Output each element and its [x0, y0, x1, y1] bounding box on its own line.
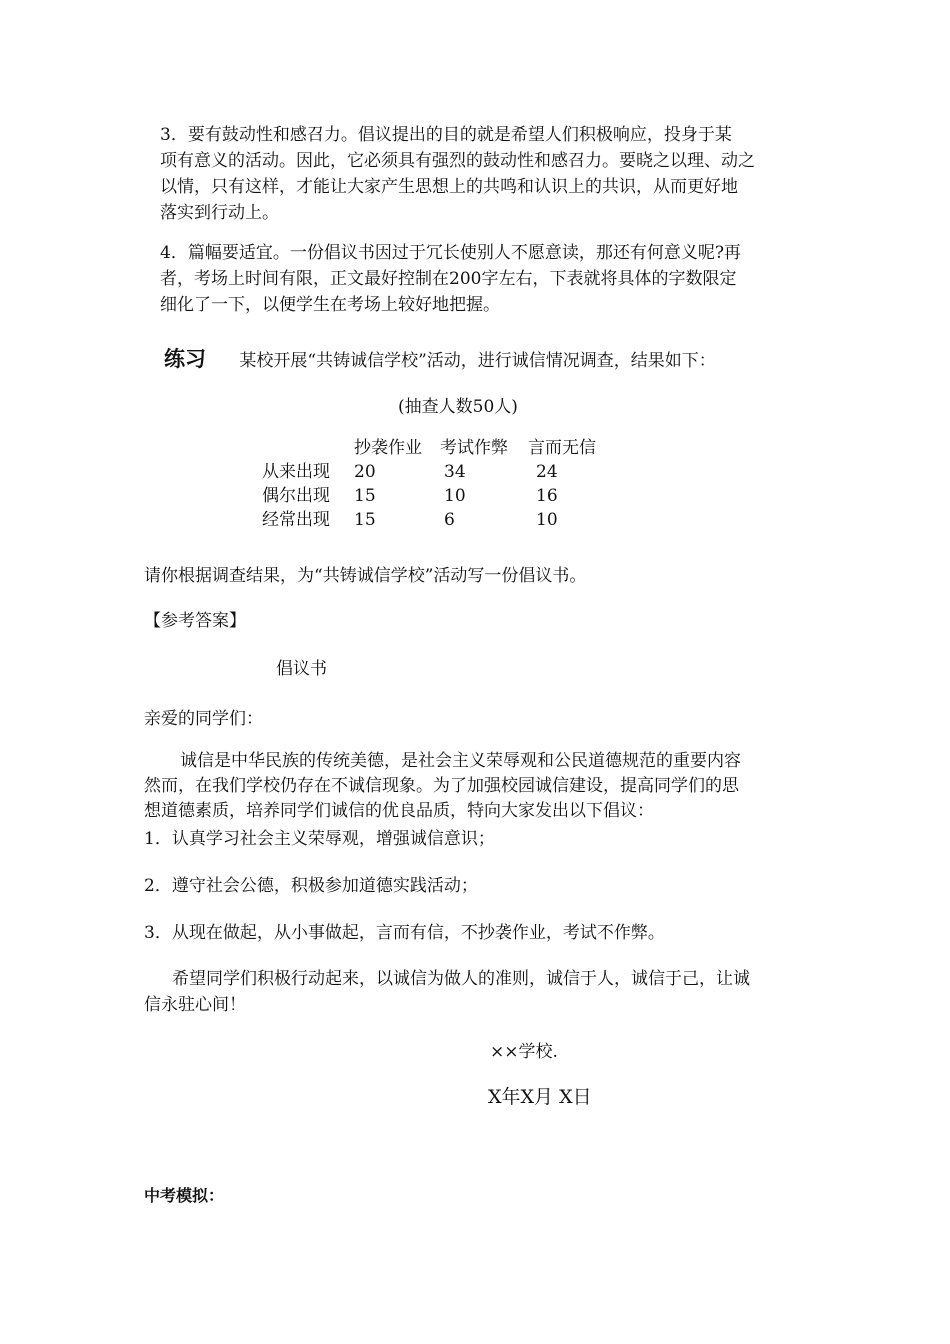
sample-size-note: (抽查人数50人) — [398, 397, 518, 417]
practice-intro: 某校开展“共铸诚信学校”活动，进行诚信情况调查，结果如下： — [239, 351, 716, 371]
table-cell: 24 — [536, 462, 558, 482]
table-cell: 16 — [536, 486, 558, 506]
letter-signer: ××学校. — [490, 1042, 558, 1062]
proposal-item: 1．认真学习社会主义荣辱观，增强诚信意识； — [144, 829, 495, 849]
practice-heading — [164, 343, 716, 373]
proposal-item: 3．从现在做起，从小事做起，言而有信，不抄袭作业，考试不作弊。 — [144, 923, 665, 943]
paragraph-line: 诚信是中华民族的传统美德，是社会主义荣辱观和公民道德规范的重要内容 — [180, 751, 741, 771]
paragraph-line: 希望同学们积极行动起来，以诚信为做人的准则，诚信于人，诚信于己，让诚 — [172, 969, 750, 989]
table-cell: 10 — [444, 486, 466, 506]
paragraph-line: 4．篇幅要适宜。一份倡议书因过于冗长使别人不愿意读，那还有何意义呢?再 — [160, 243, 741, 263]
paragraph-line: 者，考场上时间有限，正文最好控制在200字左右，下表就将具体的字数限定 — [160, 269, 737, 289]
row-label: 偶尔出现 — [262, 486, 330, 506]
row-label: 经常出现 — [262, 510, 330, 530]
table-cell: 15 — [354, 510, 376, 530]
table-header-cell — [262, 436, 354, 460]
table-header-cell: 言而无信 — [528, 438, 596, 458]
table-header-row — [262, 436, 608, 460]
table-cell: 34 — [444, 462, 466, 482]
survey-table — [262, 436, 608, 532]
paragraph-line: 以情，只有这样，才能让大家产生思想上的共鸣和认识上的共识，从而更好地 — [160, 177, 738, 197]
paragraph-line: 然而，在我们学校仍存在不诚信现象。为了加强校园诚信建设，提高同学们的思 — [144, 776, 739, 796]
table-cell: 6 — [444, 510, 455, 530]
table-row — [262, 460, 608, 484]
paragraph-line: 项有意义的活动。因此，它必须具有强烈的鼓动性和感召力。要晓之以理、动之 — [160, 151, 755, 171]
table-cell: 15 — [354, 486, 376, 506]
answer-heading: 【参考答案】 — [144, 611, 246, 631]
table-header-cell: 考试作弊 — [440, 438, 508, 458]
paragraph-line: 细化了一下，以便学生在考场上较好地把握。 — [160, 295, 500, 315]
paragraph-line: 想道德素质，培养同学们诚信的优良品质，特向大家发出以下倡议： — [144, 801, 654, 821]
table-cell: 10 — [536, 510, 558, 530]
row-label: 从来出现 — [262, 462, 330, 482]
table-header-cell: 抄袭作业 — [354, 438, 422, 458]
letter-title: 倡议书 — [276, 659, 327, 679]
table-cell: 20 — [354, 462, 376, 482]
practice-task: 请你根据调查结果，为“共铸诚信学校”活动写一份倡议书。 — [144, 566, 587, 586]
paragraph-line: 3．要有鼓动性和感召力。倡议提出的目的就是希望人们积极响应，投身于某 — [160, 125, 732, 145]
letter-greeting: 亲爱的同学们： — [144, 709, 263, 729]
paragraph-line: 落实到行动上。 — [160, 203, 279, 223]
table-row — [262, 508, 608, 532]
table-row — [262, 484, 608, 508]
proposal-item: 2．遵守社会公德，积极参加道德实践活动； — [144, 876, 478, 896]
letter-date: X年X月 X日 — [488, 1086, 592, 1108]
section-heading: 中考模拟： — [144, 1186, 225, 1205]
practice-label: 练习 — [164, 347, 206, 371]
paragraph-line: 信永驻心间！ — [144, 995, 246, 1015]
